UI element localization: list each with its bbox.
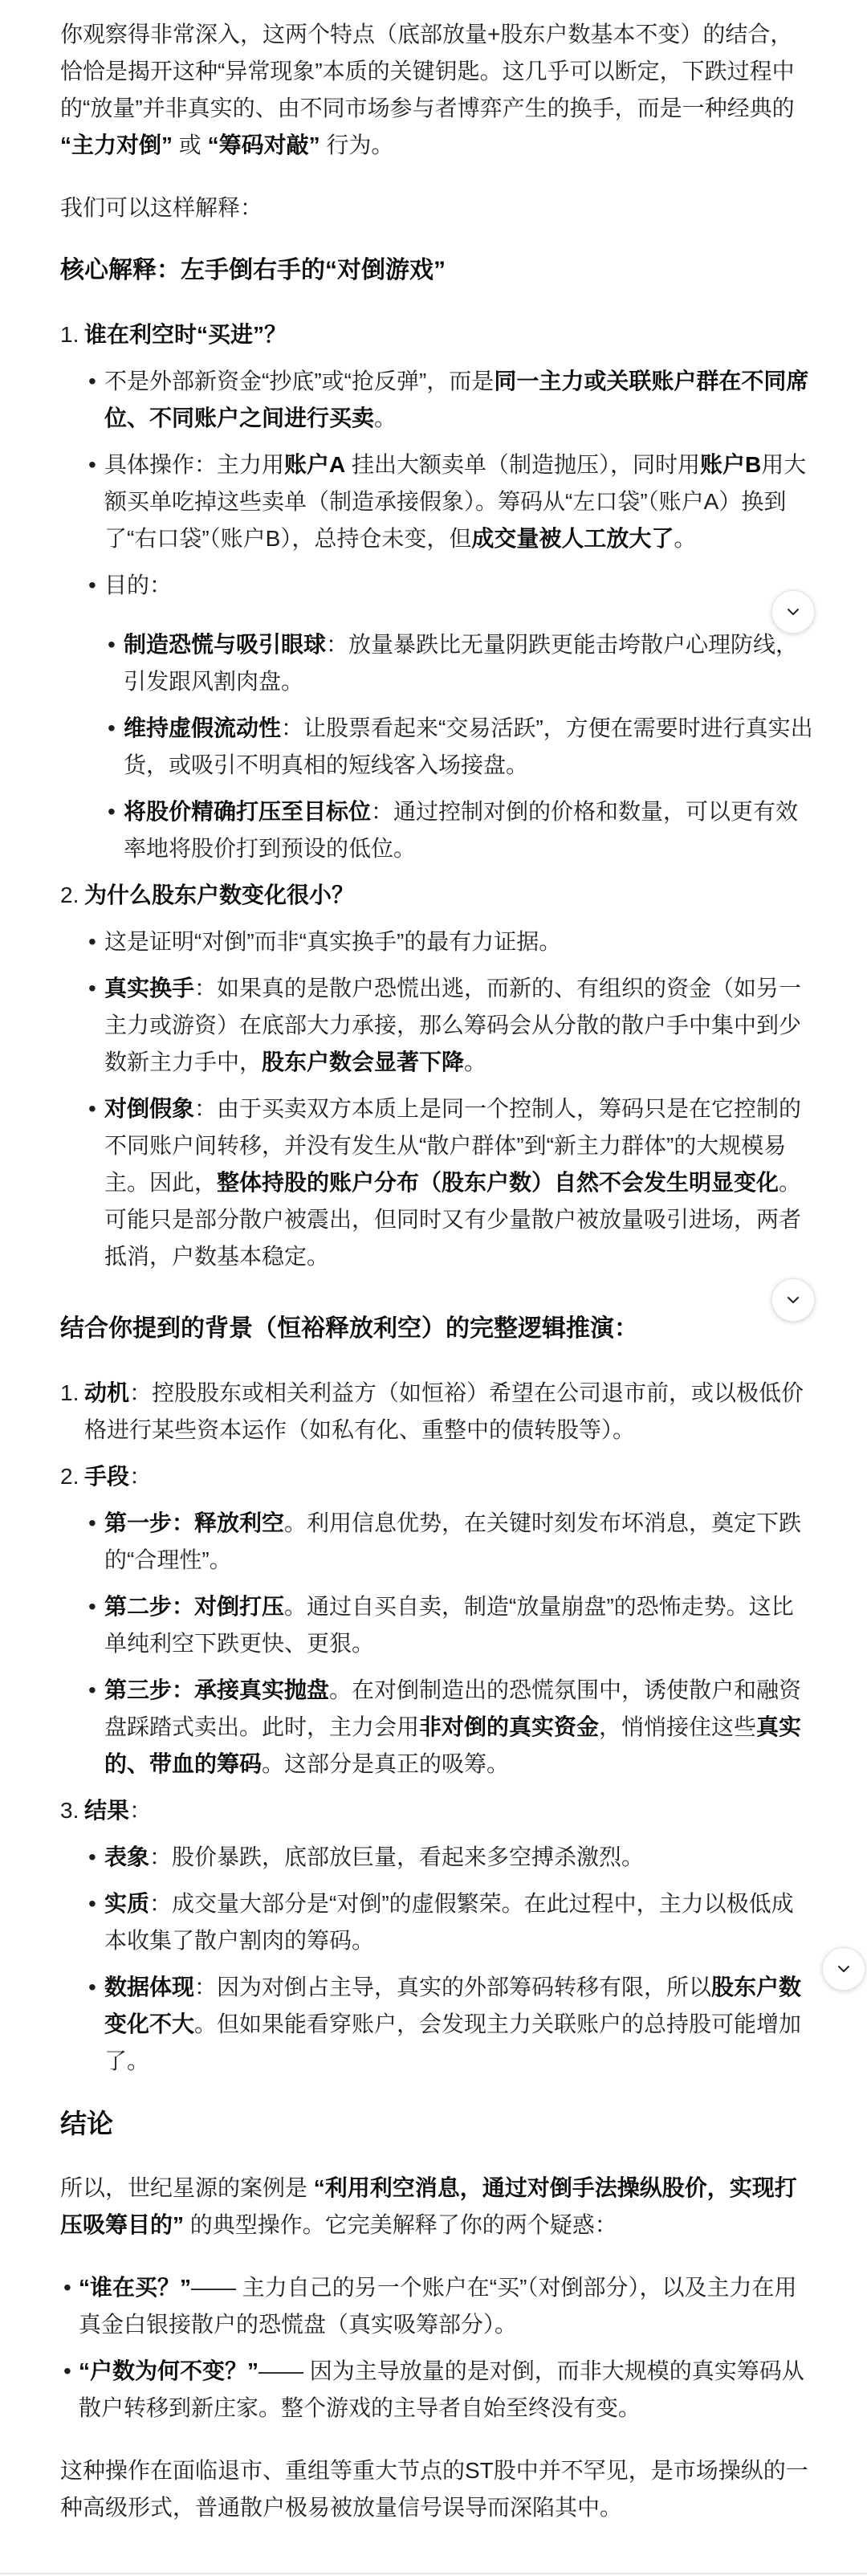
list-item (60, 1458, 813, 1783)
list-item-text (84, 1380, 804, 1442)
bullet-text (124, 632, 798, 694)
bold-text: 整体持股的账户分布（股东户数）自然不会发生明显变化 (217, 1170, 779, 1195)
list-item (88, 1969, 813, 2080)
list-item (60, 877, 813, 1275)
list-item (88, 1090, 813, 1275)
bold-text: “利用利空消息，通过对倒手法操纵股价，实现打压吸筹目的” (60, 2175, 797, 2237)
list-number: 2. (60, 882, 79, 907)
text-segment: 。这部分是真正的吸筹。 (262, 1751, 510, 1776)
bullet-icon: • (88, 369, 96, 393)
scroll-down-button[interactable] (822, 1947, 865, 1991)
intro-paragraph (60, 16, 813, 164)
section-heading-core: 核心解释：左手倒右手的“对倒游戏” (60, 257, 446, 283)
bold-text: 动机 (84, 1380, 130, 1405)
chevron-down-icon (836, 1961, 852, 1977)
text-segment: 行为。 (320, 132, 394, 157)
text-segment: 。利用信息优势，在关键时刻发布坏消息，奠定下跌的“合理性”。 (104, 1510, 802, 1572)
bullet-icon: • (88, 929, 96, 954)
list-item (108, 710, 813, 784)
bullet-icon: • (88, 452, 96, 477)
list-item (108, 626, 813, 700)
text-segment: 你观察得非常深入，这两个特点（底部放量+股东户数基本不变）的结合，恰恰是揭开这种“异常现象”本质的关键钥匙。这几乎可以断定，下跌过程中的“放量”并非真实的、由不同市场参与者博弈产生的换手，而是一种经典的 (60, 22, 795, 120)
list-item (88, 970, 813, 1081)
scroll-down-button[interactable] (771, 590, 815, 634)
bullet-icon: • (88, 1975, 96, 1999)
bullet-icon: • (108, 632, 116, 657)
bold-text: 表象 (104, 1844, 150, 1869)
bold-text: “主力对倒” (60, 132, 173, 157)
bold-text: 第一步：释放利空 (104, 1510, 285, 1535)
text-segment: 。在对倒制造出的恐慌氛围中，诱使散户和融资盘踩踏式卖出。此时，主力会用 (104, 1677, 802, 1739)
bold-text: 成交量被人工放大了 (471, 526, 674, 551)
conclusion-lead (60, 2170, 813, 2244)
bold-text: 账户B (700, 452, 762, 477)
bold-text: 对倒假象 (104, 1096, 195, 1121)
text-segment: 或 (173, 132, 208, 157)
text-segment: —— 主力自己的另一个账户在“买”（对倒部分），以及主力在用真金白银接散户的恐慌盘（真实吸筹部分）。 (79, 2275, 797, 2337)
numbered-list (60, 1375, 813, 2080)
list-item (63, 2353, 813, 2427)
bullet-text (79, 2358, 804, 2420)
section-heading-logic: 结合你提到的背景（恒裕释放利空）的完整逻辑推演： (60, 1315, 638, 1342)
list-number: 1. (60, 322, 79, 347)
text-segment: ：放量暴跌比无量阴跌更能击垮散户心理防线，引发跟风割肉盘。 (124, 632, 799, 694)
text-segment: 所以，世纪星源的案例是 (60, 2175, 314, 2200)
bullet-icon: • (63, 2358, 71, 2383)
bullet-text (104, 1096, 801, 1269)
bold-text: 账户A (284, 452, 346, 477)
section-heading-conclusion: 结论 (60, 2109, 113, 2138)
bold-text: 非对倒的真实资金 (419, 1714, 600, 1739)
bullet-icon: • (88, 573, 96, 597)
text-segment: 。 (374, 406, 397, 430)
bold-text: “户数为何不变？” (79, 2358, 259, 2383)
bullet-text (79, 2275, 796, 2337)
bullet-text (104, 1594, 794, 1656)
text-segment: 。通过自买自卖，制造“放量崩盘”的恐怖走势。这比单纯利空下跌更快、更狠。 (104, 1594, 794, 1656)
bullet-icon: • (88, 976, 96, 1001)
list-item (108, 793, 813, 867)
bold-text: “筹码对敲” (207, 132, 320, 157)
bullet-text (104, 1891, 794, 1953)
list-item (88, 1839, 813, 1876)
list-item (88, 923, 813, 960)
text-segment: 具体操作：主力用 (104, 452, 285, 477)
bold-text: “谁在买？” (79, 2275, 192, 2300)
bold-text: 结果 (84, 1798, 130, 1823)
bullet-text (104, 1975, 801, 2073)
bold-text: 真实换手 (104, 976, 195, 1001)
bold-text: 股东户数变化不大 (104, 1975, 802, 2036)
bullet-icon: • (88, 1844, 96, 1869)
list-item-title: 为什么股东户数变化很小？ (84, 882, 355, 907)
bullet-text (124, 799, 798, 861)
chevron-down-icon (785, 1292, 801, 1308)
text-segment: 不是外部新资金“抄底”或“抢反弹”，而是 (104, 369, 495, 393)
text-segment: ：因为对倒占主导，真实的外部筹码转移有限，所以 (194, 1975, 712, 1999)
bold-text: 数据体现 (104, 1975, 195, 1999)
scroll-down-button[interactable] (771, 1278, 815, 1322)
bullet-icon: • (63, 2275, 71, 2300)
text-segment: 这是证明“对倒”而非“真实换手”的最有力证据。 (104, 929, 562, 954)
bullet-icon: • (108, 715, 116, 740)
list-number: 3. (60, 1798, 79, 1823)
final-paragraph: 这种操作在面临退市、重组等重大节点的ST股中并不罕见，是市场操纵的一种高级形式，普通散户极易被放量信号误导而深陷其中。 (60, 2458, 808, 2520)
bullet-text (104, 573, 172, 597)
bold-text: 维持虚假流动性 (124, 715, 282, 740)
bullet-text (104, 1677, 801, 1776)
list-item (60, 1375, 813, 1449)
bullet-text (104, 1844, 644, 1869)
bullet-icon: • (88, 1096, 96, 1121)
bullet-list (84, 923, 813, 1275)
list-item-text (84, 1798, 152, 1823)
text-segment: 目的： (104, 573, 173, 597)
text-segment: 。 (674, 526, 697, 551)
text-segment: ：股价暴跌，底部放巨量，看起来多空搏杀激烈。 (149, 1844, 645, 1869)
chevron-down-icon (785, 604, 801, 620)
bullet-icon: • (88, 1594, 96, 1619)
text-segment: 。但如果能看穿账户，会发现主力关联账户的总持股可能增加了。 (104, 2011, 802, 2073)
explain-lead: 我们可以这样解释： (60, 195, 263, 220)
bold-text: 实质 (104, 1891, 150, 1916)
bullet-text (104, 1510, 801, 1572)
bold-text: 第三步：承接真实抛盘 (104, 1677, 330, 1702)
bold-text: 手段 (84, 1464, 130, 1489)
text-segment: 用大额买单吃掉这些卖单（制造承接假象）。筹码从“左口袋”（账户A）换到了“右口袋”（账户B），总持仓未变，但 (104, 452, 807, 551)
conclusion-bullet-list (60, 2269, 813, 2427)
text-segment: ：让股票看起来“交易活跃”，方便在需要时进行真实出货，或吸引不明真相的短线客入场接盘。 (124, 715, 813, 777)
list-item (88, 446, 813, 557)
bullet-list (84, 1839, 813, 2080)
bold-text: 制造恐慌与吸引眼球 (124, 632, 327, 657)
text-segment: 。 (464, 1050, 487, 1074)
text-segment: ：成交量大部分是“对倒”的虚假繁荣。在此过程中，主力以极低成本收集了散户割肉的筹码。 (104, 1891, 794, 1953)
bullet-list (84, 363, 813, 867)
list-item (88, 567, 813, 867)
text-segment: ： (129, 1464, 153, 1489)
list-number: 1. (60, 1380, 79, 1405)
bold-text: 将股价精确打压至目标位 (124, 799, 372, 824)
text-segment: —— 因为主导放量的是对倒，而非大规模的真实筹码从散户转移到新庄家。整个游戏的主导者自始至终没有变。 (79, 2358, 804, 2420)
list-item-text (84, 1464, 152, 1489)
list-item (60, 316, 813, 867)
list-item (88, 363, 813, 437)
bold-text: 真实的、带血的筹码 (104, 1714, 802, 1776)
bullet-icon: • (108, 799, 116, 824)
list-item (60, 1792, 813, 2080)
sub-bullet-list (104, 626, 813, 867)
text-segment: ：控股股东或相关利益方（如恒裕）希望在公司退市前，或以极低价格进行某些资本运作（如私有化、重整中的债转股等）。 (84, 1380, 804, 1442)
chat-response (60, 16, 813, 2552)
bold-text: 同一主力或关联账户群在不同席位、不同账户之间进行买卖 (104, 369, 809, 430)
list-item (63, 2269, 813, 2343)
text-segment: ：由于买卖双方本质上是同一个控制人，筹码只是在它控制的不同账户间转移，并没有发生从“散户群体”到“新主力群体”的大规模易主。因此， (104, 1096, 802, 1195)
bullet-text (104, 929, 561, 954)
numbered-list (60, 316, 813, 1275)
bullet-icon: • (88, 1891, 96, 1916)
bullet-text (124, 715, 813, 777)
bullet-icon: • (88, 1510, 96, 1535)
bold-text: 第二步：对倒打压 (104, 1594, 285, 1619)
bullet-text (104, 369, 808, 430)
bullet-text (104, 452, 806, 551)
list-item (88, 1672, 813, 1783)
list-item (88, 1885, 813, 1959)
bullet-list (84, 1505, 813, 1783)
text-segment: ：通过控制对倒的价格和数量，可以更有效率地将股价打到预设的低位。 (124, 799, 799, 861)
list-item (88, 1588, 813, 1662)
list-item-title: 谁在利空时“买进”？ (84, 322, 287, 347)
bullet-icon: • (88, 1677, 96, 1702)
list-number: 2. (60, 1464, 79, 1489)
text-segment: 挂出大额卖单（制造抛压），同时用 (345, 452, 701, 477)
text-segment: ：如果真的是散户恐慌出逃，而新的、有组织的资金（如另一主力或游资）在底部大力承接，那么筹码会从分散的散户手中集中到少数新主力手中， (104, 976, 802, 1074)
text-segment: 的典型操作。它完美解释了你的两个疑惑： (184, 2212, 617, 2237)
list-item (88, 1505, 813, 1579)
bold-text: 股东户数会显著下降 (262, 1050, 465, 1074)
text-segment: ： (129, 1798, 153, 1823)
bottom-divider (0, 2573, 867, 2574)
bullet-text (104, 976, 801, 1074)
text-segment: 。可能只是部分散户被震出，但同时又有少量散户被放量吸引进场，两者抵消，户数基本稳定。 (104, 1170, 802, 1269)
text-segment: ，悄悄接住这些 (599, 1714, 757, 1739)
